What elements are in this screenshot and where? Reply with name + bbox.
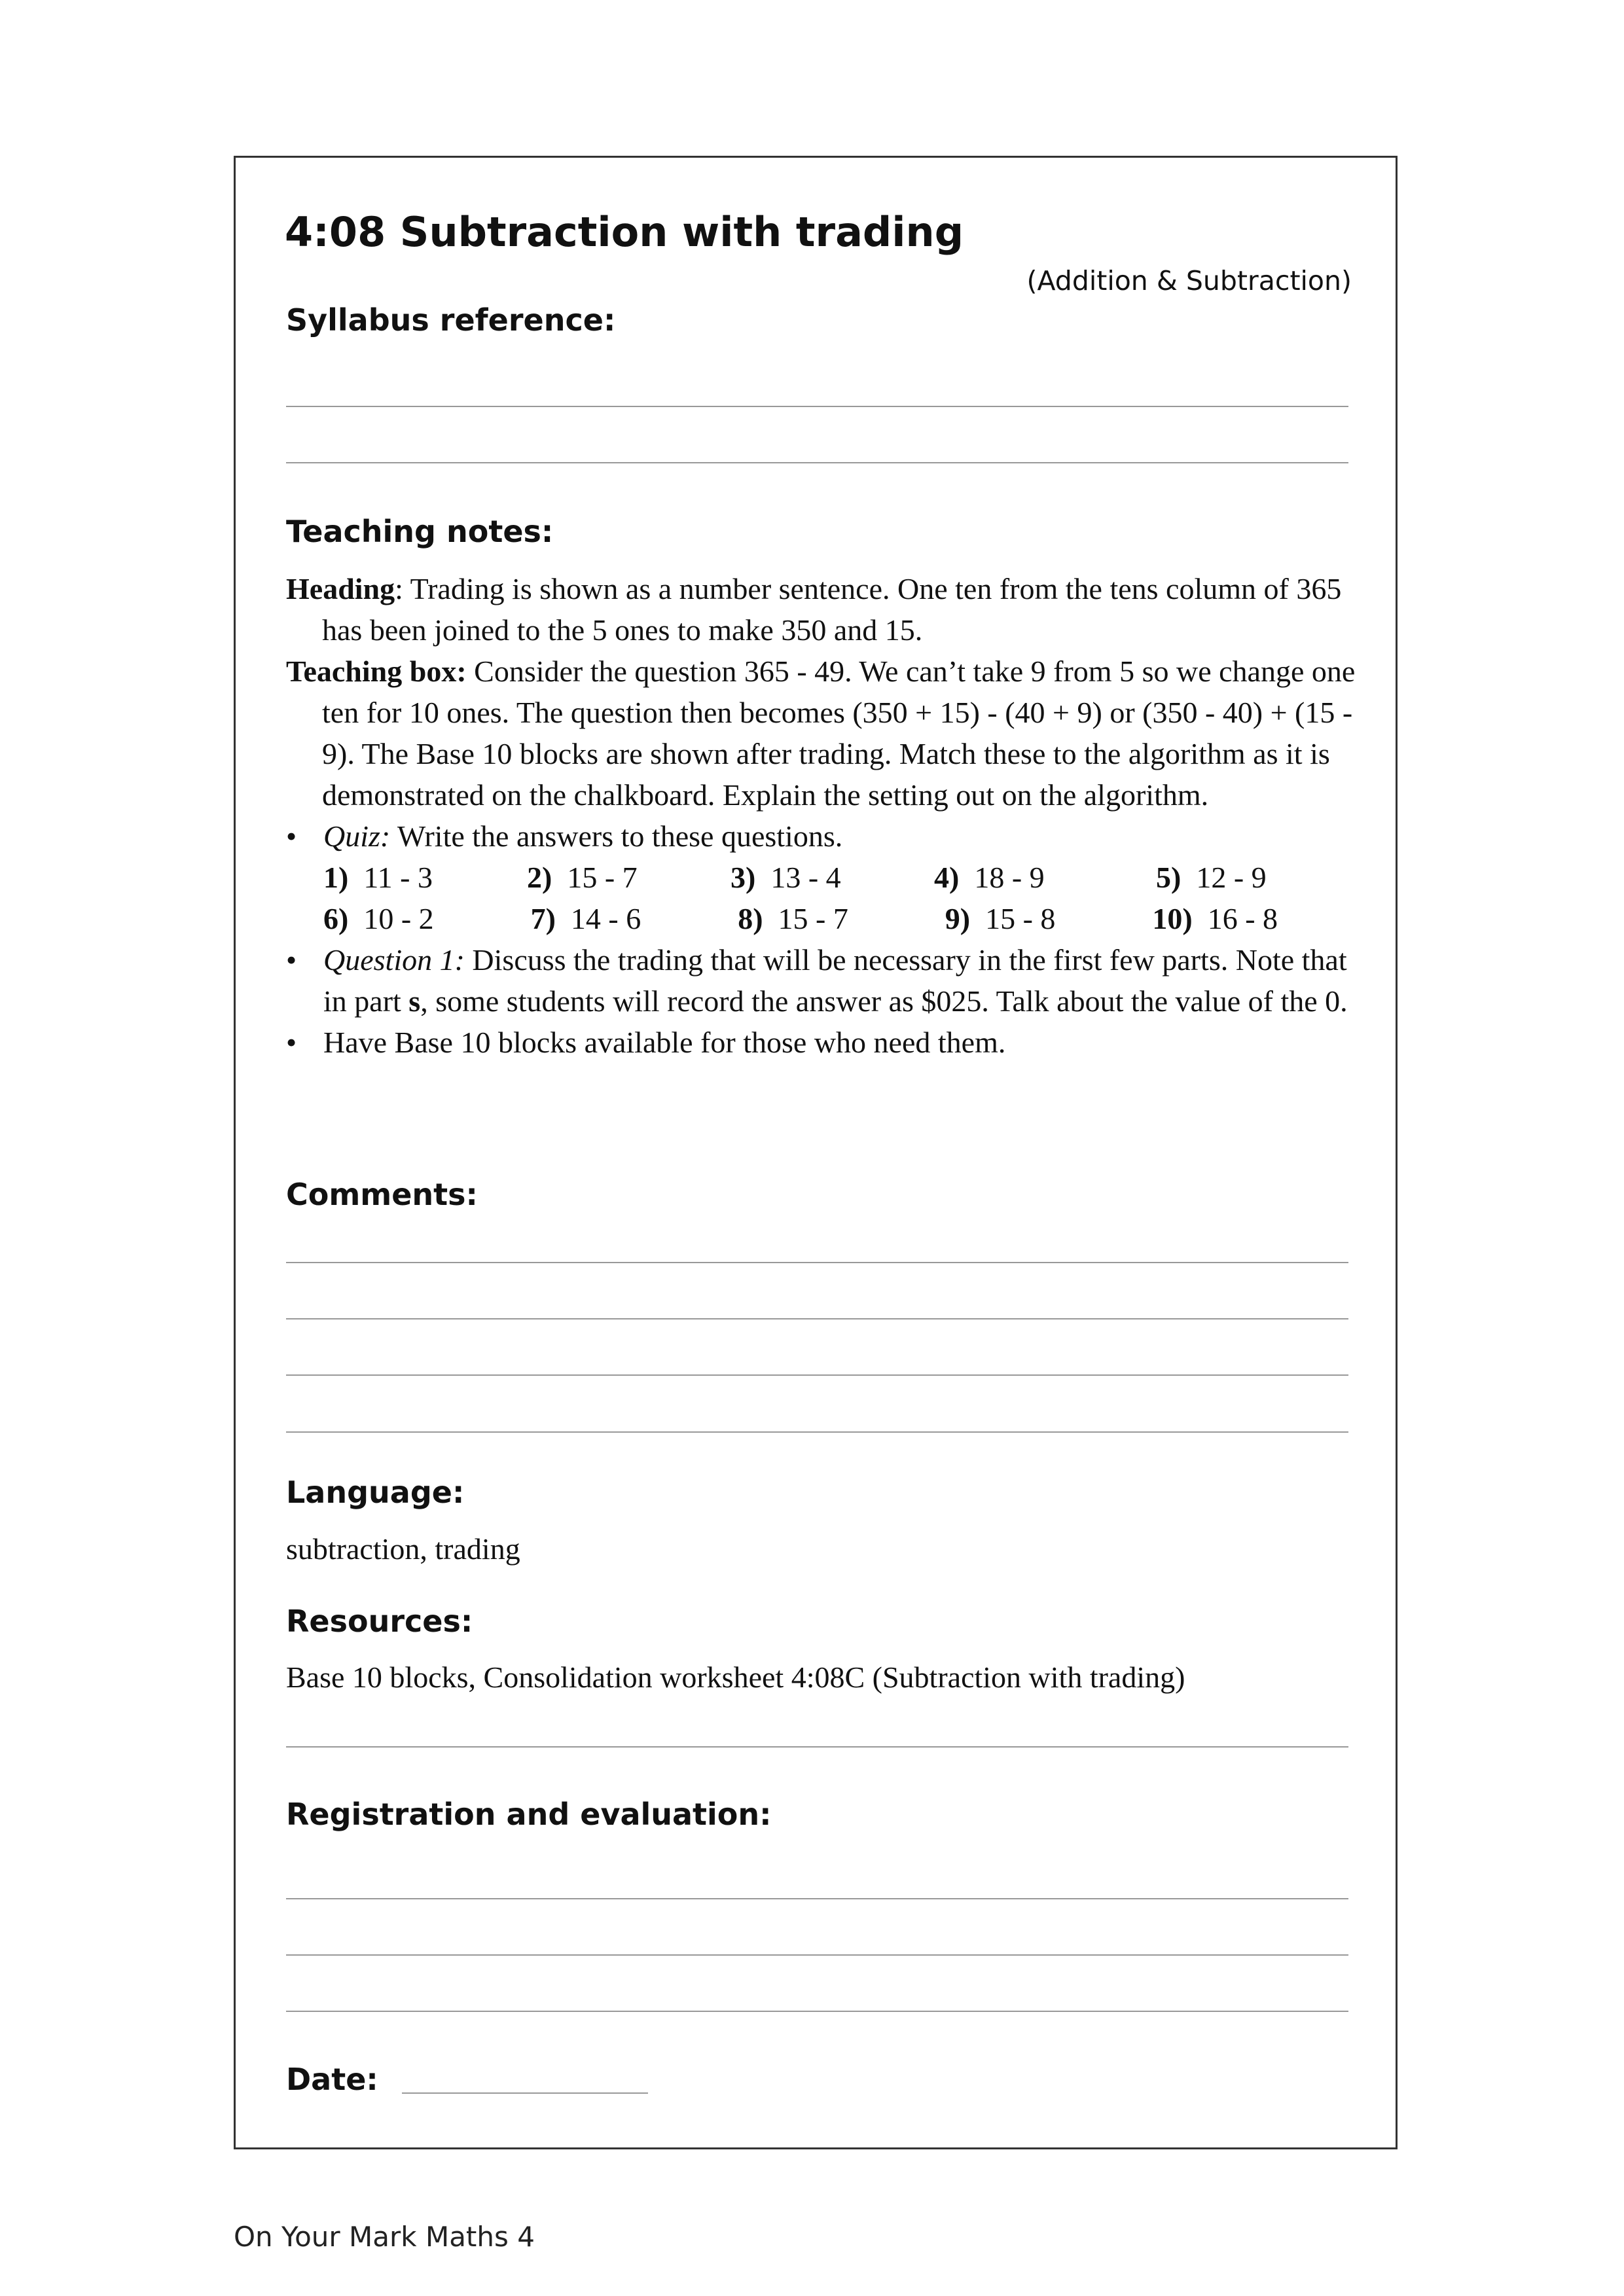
language-heading: Language: bbox=[286, 1475, 465, 1510]
bullet-point: • bbox=[286, 819, 297, 853]
resources-line[interactable] bbox=[286, 1746, 1348, 1748]
comments-line-3[interactable] bbox=[286, 1374, 1348, 1376]
strand-label: (Addition & Subtraction) bbox=[1026, 265, 1352, 296]
question-1-label: Question 1: bbox=[323, 943, 465, 977]
quiz-item: 3) 13 - 4 bbox=[731, 861, 841, 894]
teaching-box-label: Teaching box: bbox=[286, 655, 467, 688]
bullet-point: • bbox=[286, 943, 297, 977]
quiz-item: 10) 16 - 8 bbox=[1152, 902, 1278, 935]
question-1-text-end: , some students will record the answer as $025. Talk about the value of the 0. bbox=[420, 984, 1348, 1018]
quiz-item: 5) 12 - 9 bbox=[1156, 861, 1267, 894]
heading-note-text: : Trading is shown as a number sentence. One ten from the tens column of 365 has been joined to the 5 ones to make 350 and 15. bbox=[322, 572, 1342, 647]
registration-line-3[interactable] bbox=[286, 2011, 1348, 2012]
language-text: subtraction, trading bbox=[286, 1532, 520, 1566]
registration-heading: Registration and evaluation: bbox=[286, 1797, 772, 1832]
comments-heading: Comments: bbox=[286, 1177, 478, 1212]
quiz-item: 2) 15 - 7 bbox=[527, 861, 638, 894]
teaching-notes bbox=[286, 568, 1360, 1063]
syllabus-line-2[interactable] bbox=[286, 462, 1348, 463]
resources-text: Base 10 blocks, Consolidation worksheet 4:08C (Subtraction with trading) bbox=[286, 1660, 1185, 1694]
base10-text: Have Base 10 blocks available for those who need them. bbox=[323, 1026, 1006, 1059]
date-field-line[interactable] bbox=[402, 2092, 648, 2094]
page-frame bbox=[234, 156, 1398, 2149]
syllabus-line-1[interactable] bbox=[286, 406, 1348, 407]
teaching-box-text: Consider the question 365 - 49. We can’t take 9 from 5 so we change one ten for 10 ones. The question then becomes (350 + 15) - (40 + 9) or (350 - 40) + (15 - 9). The Base 10 blocks are shown after trading. Match these to the algorithm as it is demonstrated on the chalkboard. Explain the setting out on the algorithm. bbox=[322, 655, 1356, 812]
question-1-part: s bbox=[408, 984, 421, 1018]
quiz-item: 8) 15 - 7 bbox=[738, 902, 848, 935]
quiz-note bbox=[286, 816, 1360, 857]
base10-note bbox=[286, 1022, 1360, 1063]
quiz-item: 4) 18 - 9 bbox=[934, 861, 1045, 894]
quiz-item: 9) 15 - 8 bbox=[945, 902, 1056, 935]
quiz-row-2 bbox=[286, 898, 1360, 939]
syllabus-heading: Syllabus reference: bbox=[286, 302, 616, 338]
quiz-item: 1) 11 - 3 bbox=[323, 861, 433, 894]
footer-book-title: On Your Mark Maths 4 bbox=[234, 2221, 535, 2253]
comments-line-2[interactable] bbox=[286, 1318, 1348, 1319]
question-1-note bbox=[286, 939, 1360, 1022]
heading-note bbox=[286, 568, 1360, 651]
teaching-box-note bbox=[286, 651, 1360, 816]
date-label: Date: bbox=[286, 2062, 378, 2097]
quiz-label: Quiz: bbox=[323, 819, 391, 853]
quiz-item: 7) 14 - 6 bbox=[530, 902, 641, 935]
registration-line-2[interactable] bbox=[286, 1954, 1348, 1956]
quiz-row-1 bbox=[286, 857, 1360, 898]
heading-note-label: Heading bbox=[286, 572, 395, 605]
registration-line-1[interactable] bbox=[286, 1898, 1348, 1899]
resources-heading: Resources: bbox=[286, 1604, 473, 1639]
bullet-point: • bbox=[286, 1026, 297, 1059]
comments-line-1[interactable] bbox=[286, 1262, 1348, 1263]
comments-line-4[interactable] bbox=[286, 1431, 1348, 1433]
quiz-text: Write the answers to these questions. bbox=[390, 819, 843, 853]
page-title: 4:08 Subtraction with trading bbox=[285, 208, 964, 256]
teaching-notes-heading: Teaching notes: bbox=[286, 514, 554, 549]
quiz-item: 6) 10 - 2 bbox=[323, 902, 434, 935]
question-1-text: Discuss the trading that will be necessary in the first few parts. Note that in part bbox=[323, 943, 1347, 1018]
